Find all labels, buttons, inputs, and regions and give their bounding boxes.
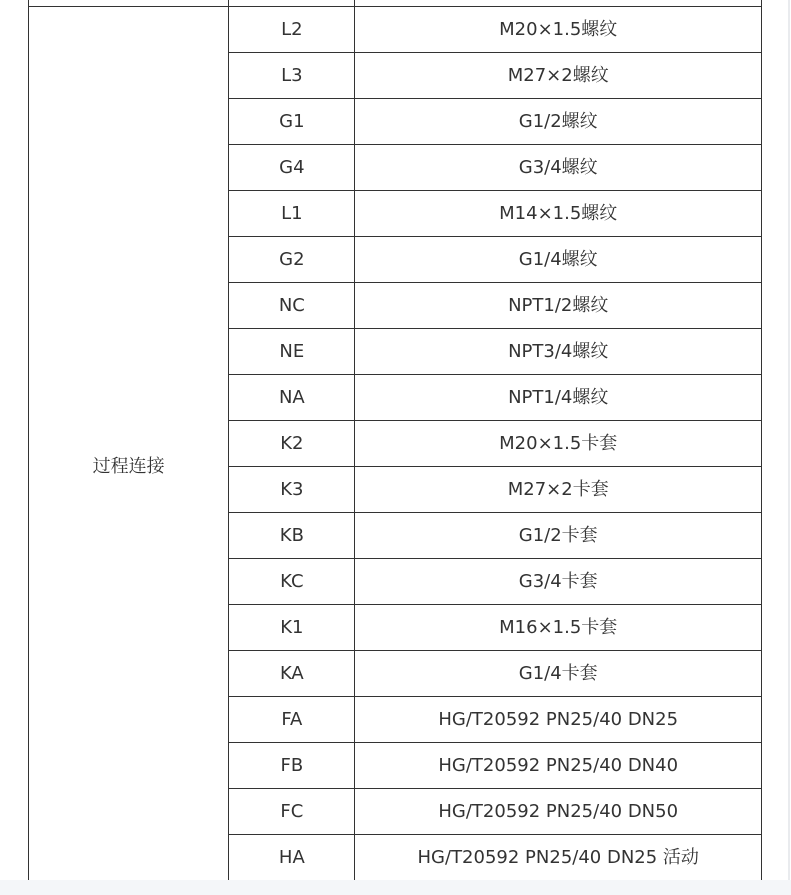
code-cell: G2 xyxy=(229,237,355,283)
description-cell: G1/4螺纹 xyxy=(355,237,762,283)
description-cell: M14×1.5螺纹 xyxy=(355,191,762,237)
code-cell: NE xyxy=(229,329,355,375)
code-cell: K1 xyxy=(229,605,355,651)
description-cell: M27×2卡套 xyxy=(355,467,762,513)
description-cell: HG/T20592 PN25/40 DN40 xyxy=(355,743,762,789)
page-edge-divider xyxy=(788,0,790,880)
code-cell: G1 xyxy=(229,99,355,145)
description-cell: G1/2螺纹 xyxy=(355,99,762,145)
code-cell: K2 xyxy=(229,421,355,467)
code-cell: G4 xyxy=(229,145,355,191)
description-cell: M27×2螺纹 xyxy=(355,53,762,99)
description-cell: HG/T20592 PN25/40 DN50 xyxy=(355,789,762,835)
code-cell: L1 xyxy=(229,191,355,237)
code-cell: FB xyxy=(229,743,355,789)
code-cell: NA xyxy=(229,375,355,421)
description-cell: M20×1.5螺纹 xyxy=(355,7,762,53)
code-cell: KA xyxy=(229,651,355,697)
category-cell: 过程连接 xyxy=(29,7,229,881)
process-connection-table xyxy=(28,0,762,880)
description-cell: G1/4卡套 xyxy=(355,651,762,697)
description-cell: HG/T20592 PN25/40 DN25 活动 xyxy=(355,835,762,881)
description-cell: G3/4螺纹 xyxy=(355,145,762,191)
code-cell: KC xyxy=(229,559,355,605)
description-cell: G1/2卡套 xyxy=(355,513,762,559)
table-row xyxy=(29,7,762,53)
code-cell: FC xyxy=(229,789,355,835)
code-cell: HA xyxy=(229,835,355,881)
description-cell: G3/4卡套 xyxy=(355,559,762,605)
description-cell: HG/T20592 PN25/40 DN25 xyxy=(355,697,762,743)
code-cell: KB xyxy=(229,513,355,559)
description-cell: NPT1/4螺纹 xyxy=(355,375,762,421)
description-cell: M20×1.5卡套 xyxy=(355,421,762,467)
description-cell: NPT3/4螺纹 xyxy=(355,329,762,375)
code-cell: L3 xyxy=(229,53,355,99)
code-cell: FA xyxy=(229,697,355,743)
description-cell: NPT1/2螺纹 xyxy=(355,283,762,329)
code-cell: K3 xyxy=(229,467,355,513)
code-cell: NC xyxy=(229,283,355,329)
description-cell: M16×1.5卡套 xyxy=(355,605,762,651)
code-cell: L2 xyxy=(229,7,355,53)
